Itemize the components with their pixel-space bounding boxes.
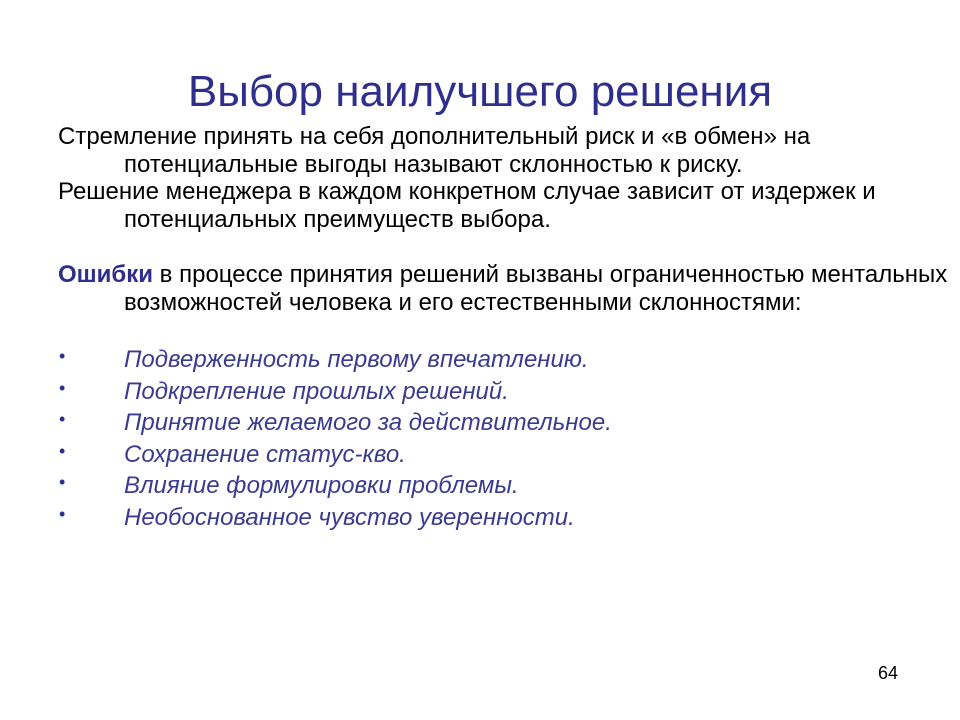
page-number: 64 [878,663,899,683]
bullet-icon: • [59,346,66,366]
bullet-icon: • [59,377,66,398]
bullet-icon: • [59,503,66,524]
list-item [58,378,908,410]
list-item [58,346,908,378]
list-item-text: Подверженность первому впечатлению. [124,346,589,373]
bullet-icon: • [59,440,66,461]
list-item [58,441,908,473]
list-item-text: Сохранение статус-кво. [124,440,406,468]
errors-text: в процессе принятия решений вызваны ограниченностью ментальных возможностей человека и его естественными склонностями: [124,261,948,316]
list-item [58,409,908,441]
bias-list [58,346,908,535]
paragraph-errors [58,261,960,317]
slide-title: Выбор наилучшего решения [187,67,773,116]
paragraph-manager-decision: Решение менеджера в каждом конкретном случае зависит от издержек и потенциальных преимуществ выбора. [58,178,876,233]
list-item [58,472,908,504]
list-item-text: Принятие желаемого за действительное. [124,409,612,436]
list-item [58,504,908,536]
list-item-text: Подкрепление прошлых решений. [124,377,509,405]
errors-highlight: Ошибки [58,261,154,288]
bullet-icon: • [59,409,66,429]
list-item-text: Влияние формулировки проблемы. [124,472,519,499]
paragraph-risk-propensity: Стремление принять на себя дополнительный риск и «в обмен» на потенциальные выгоды называют склонностью к риску. [58,123,811,178]
list-item-text: Необоснованное чувство уверенности. [124,503,575,531]
bullet-icon: • [59,472,66,492]
